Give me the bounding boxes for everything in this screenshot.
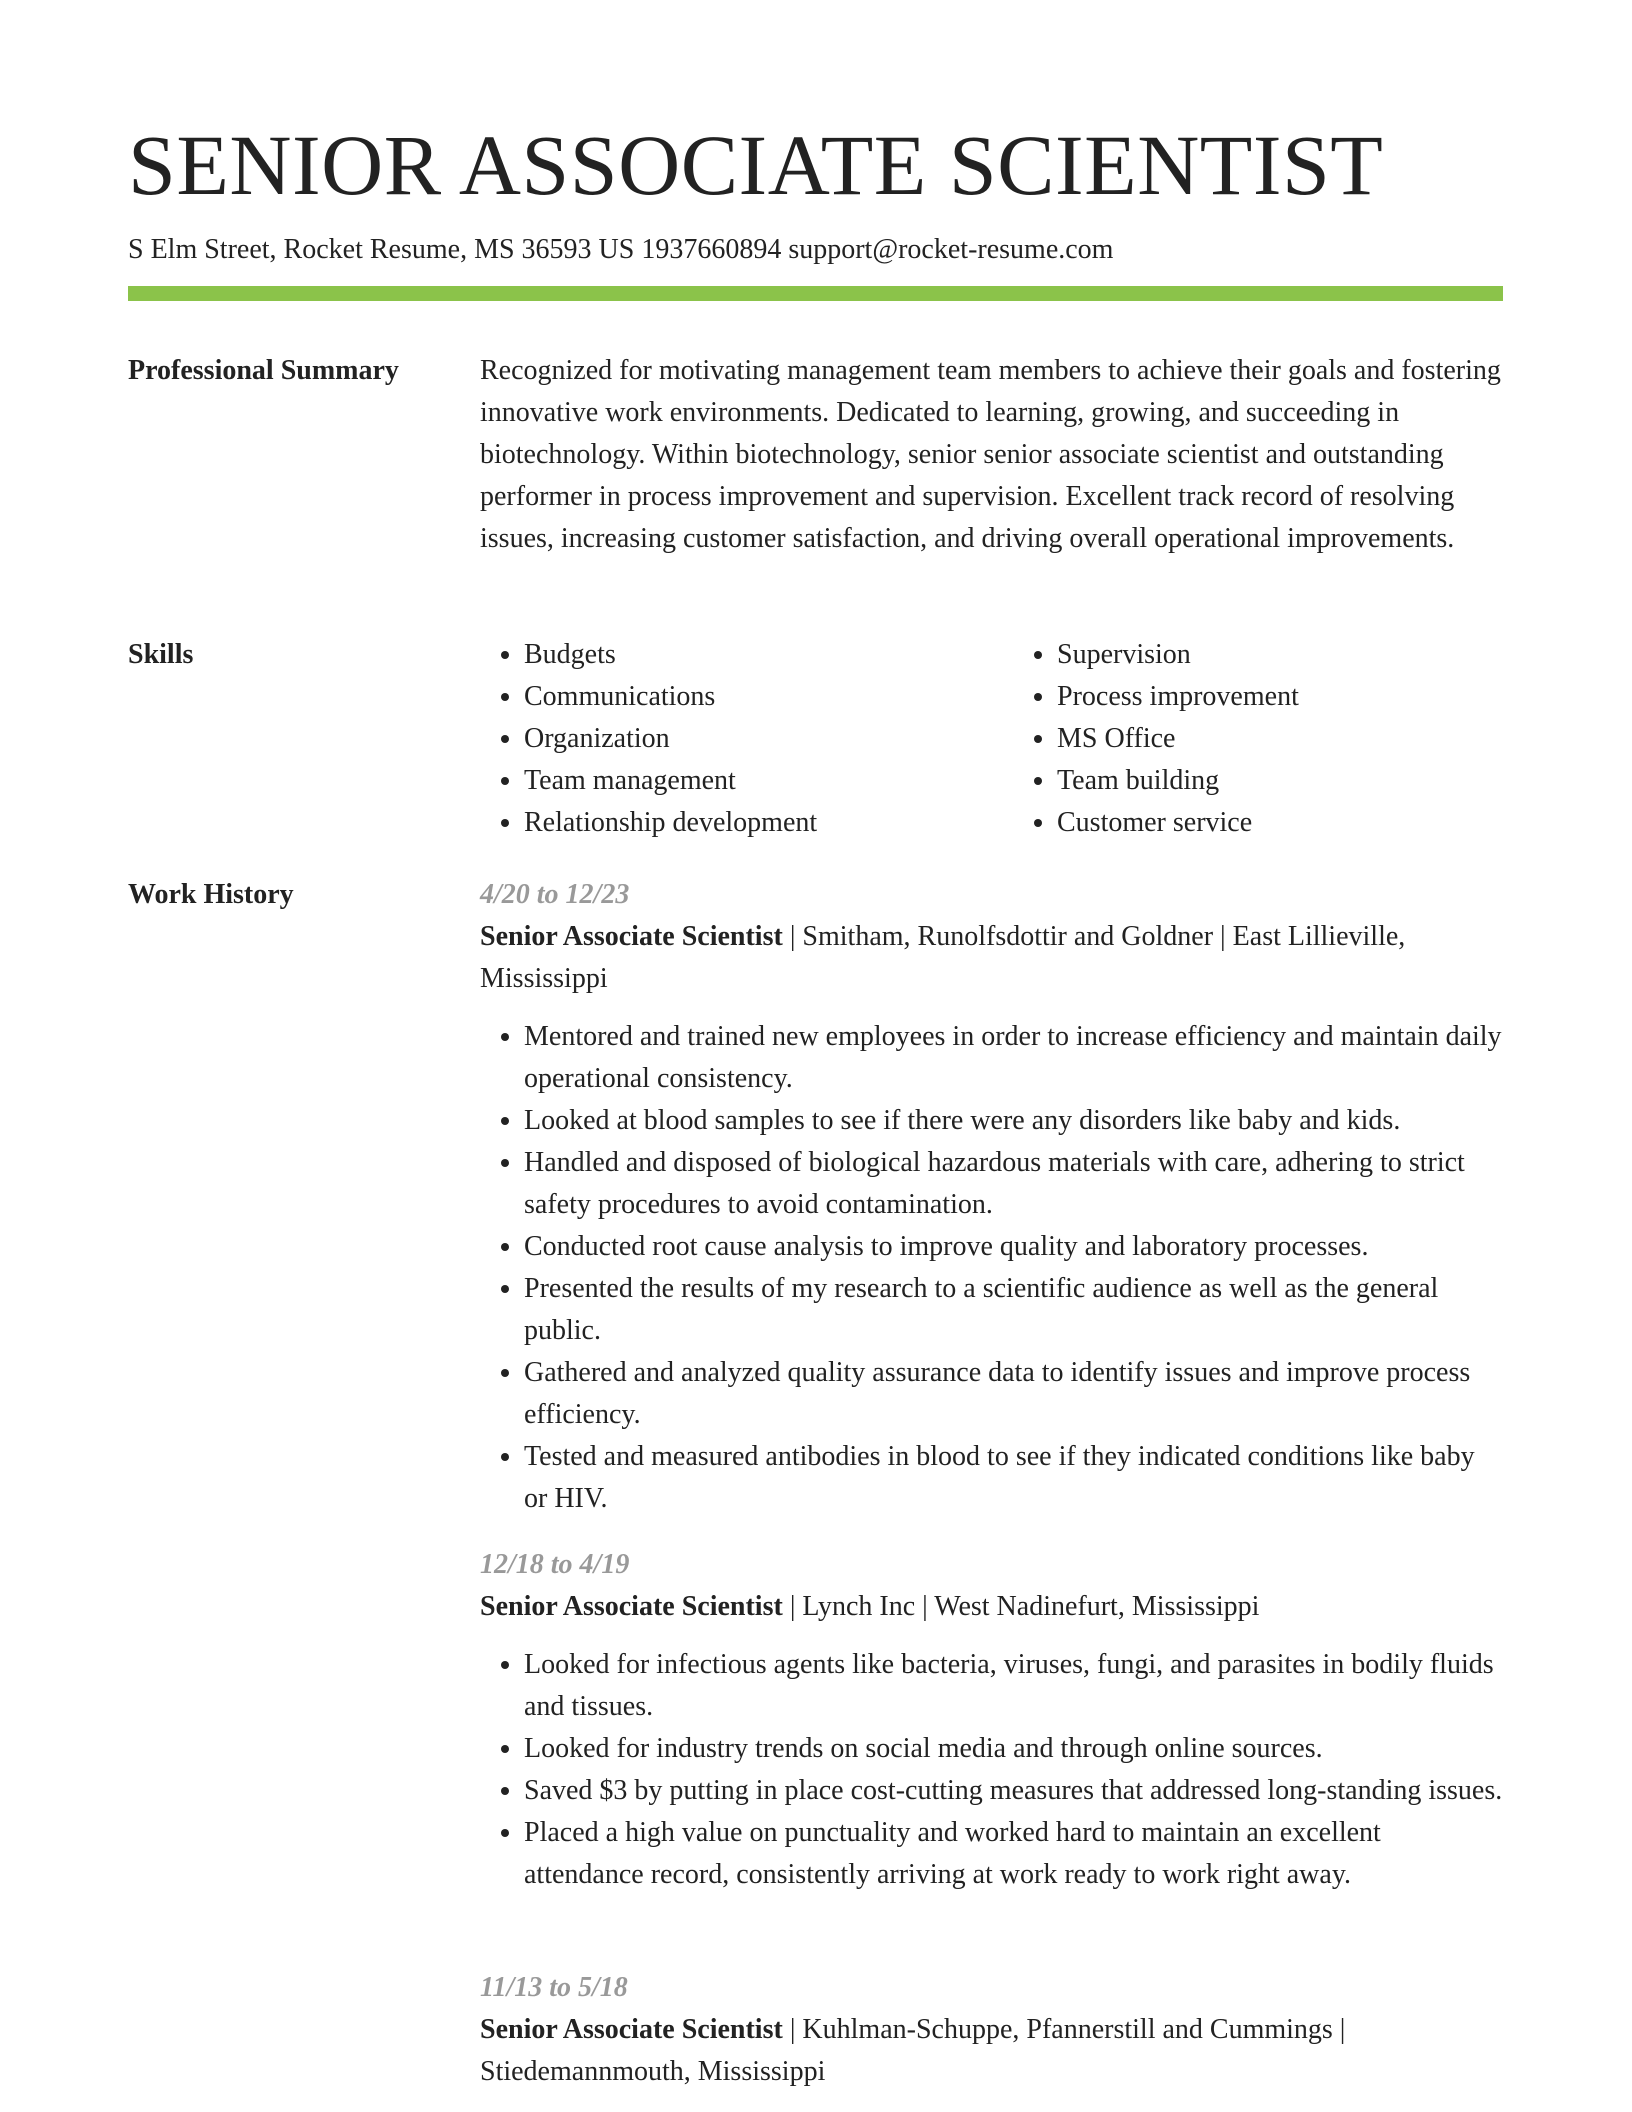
summary-text: Recognized for motivating management team members to achieve their goals and fostering innovative work environments. Dedicated to learning, growing, and succeeding in biotechnology. Within biotechnology, senior senior associate scientist and outstanding performer in process improvement and supervision. Excellent track record of resolving issues, increasing customer satisfaction, and driving overall operational improvements. bbox=[480, 355, 1501, 554]
job-heading bbox=[480, 2009, 1503, 2093]
resume-title: SENIOR ASSOCIATE SCIENTIST bbox=[128, 117, 1384, 213]
skill-item: • Customer service bbox=[1057, 802, 1503, 844]
job-details: | Lynch Inc | West Nadinefurt, Mississippi bbox=[782, 1591, 1260, 1622]
job-entry bbox=[480, 1544, 1503, 1896]
summary-label: Professional Summary bbox=[128, 355, 399, 386]
job-title: Senior Associate Scientist bbox=[480, 2014, 783, 2045]
skill-item: • Process improvement bbox=[1057, 676, 1503, 718]
work-history-label: Work History bbox=[128, 879, 294, 910]
job-title: Senior Associate Scientist bbox=[480, 921, 783, 952]
job-title: Senior Associate Scientist bbox=[480, 1591, 783, 1622]
job-dates: 4/20 to 12/23 bbox=[480, 879, 630, 910]
job-bullet: • Placed a high value on punctuality and worked hard to maintain an excellent attendance record, consistently arriving at work ready to work right away. bbox=[524, 1812, 1503, 1896]
skill-item: • Supervision bbox=[1057, 634, 1503, 676]
skill-item: • Team building bbox=[1057, 760, 1503, 802]
job-entry bbox=[480, 1967, 1503, 2093]
skills-column-right bbox=[1013, 634, 1503, 844]
skill-item: • Organization bbox=[524, 718, 970, 760]
job-bullet: • Handled and disposed of biological hazardous materials with care, adhering to strict safety procedures to avoid contamination. bbox=[524, 1142, 1503, 1226]
job-bullets bbox=[480, 1016, 1503, 1520]
job-bullet: • Looked for infectious agents like bacteria, viruses, fungi, and parasites in bodily fluids and tissues. bbox=[524, 1644, 1503, 1728]
skill-item: • Relationship development bbox=[524, 802, 970, 844]
job-details: | Kuhlman-Schuppe, Pfannerstill and Cummings | Stiedemannmouth, Mississippi bbox=[480, 2014, 1346, 2087]
skill-item: • Team management bbox=[524, 760, 970, 802]
skill-item: • Communications bbox=[524, 676, 970, 718]
header-divider bbox=[128, 286, 1503, 301]
job-bullets bbox=[480, 1644, 1503, 1896]
job-bullet: • Conducted root cause analysis to improve quality and laboratory processes. bbox=[524, 1226, 1503, 1268]
skills-label: Skills bbox=[128, 639, 194, 670]
job-bullet: • Looked for industry trends on social media and through online sources. bbox=[524, 1728, 1503, 1770]
job-heading bbox=[480, 1586, 1503, 1628]
job-dates: 11/13 to 5/18 bbox=[480, 1972, 628, 2003]
skill-item: • Budgets bbox=[524, 634, 970, 676]
skill-item: • MS Office bbox=[1057, 718, 1503, 760]
job-bullet: • Gathered and analyzed quality assurance data to identify issues and improve process efficiency. bbox=[524, 1352, 1503, 1436]
job-bullet: • Tested and measured antibodies in blood to see if they indicated conditions like baby or HIV. bbox=[524, 1436, 1503, 1520]
job-details: | Smitham, Runolfsdottir and Goldner | East Lillieville, Mississippi bbox=[480, 921, 1406, 994]
job-entry bbox=[480, 874, 1503, 1520]
job-heading bbox=[480, 916, 1503, 1000]
job-bullet: • Saved $3 by putting in place cost-cutting measures that addressed long-standing issues. bbox=[524, 1770, 1503, 1812]
job-bullet: • Looked at blood samples to see if there were any disorders like baby and kids. bbox=[524, 1100, 1503, 1142]
job-dates: 12/18 to 4/19 bbox=[480, 1549, 630, 1580]
contact-line: S Elm Street, Rocket Resume, MS 36593 US 1937660894 support@rocket-resume.com bbox=[128, 234, 1114, 265]
job-bullet: • Mentored and trained new employees in order to increase efficiency and maintain daily operational consistency. bbox=[524, 1016, 1503, 1100]
skills-column-left bbox=[480, 634, 970, 844]
job-bullet: • Presented the results of my research to a scientific audience as well as the general public. bbox=[524, 1268, 1503, 1352]
skills-list bbox=[480, 634, 1503, 844]
